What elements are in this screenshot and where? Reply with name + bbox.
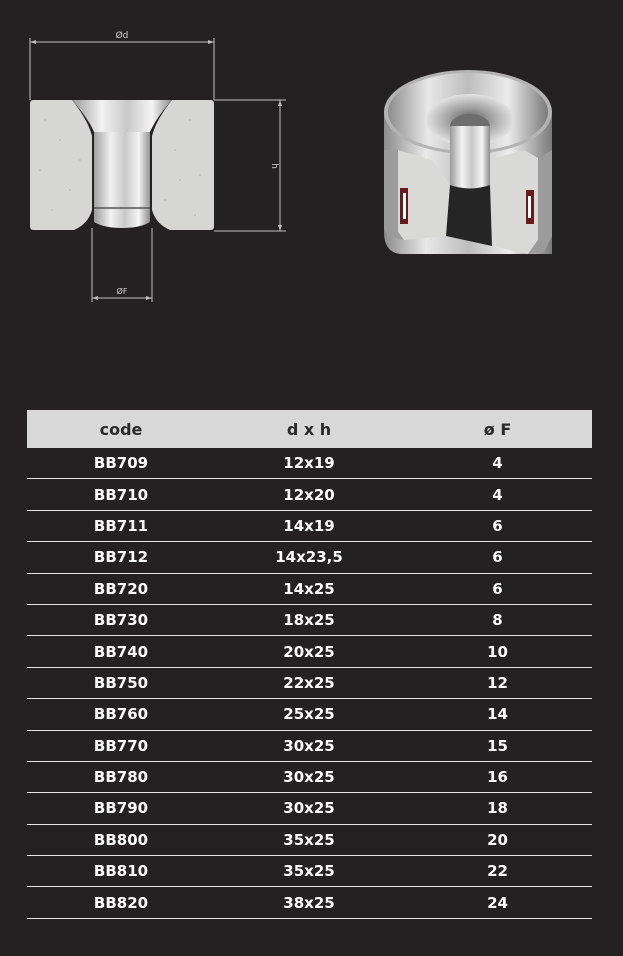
cell-code: BB770 xyxy=(93,736,149,755)
table-row xyxy=(27,511,592,542)
header-f: ø F xyxy=(483,419,512,439)
cell-f: 6 xyxy=(492,516,503,535)
cell-code: BB709 xyxy=(93,454,149,473)
table-row xyxy=(27,574,592,605)
cell-code: BB711 xyxy=(93,516,149,535)
table-row xyxy=(27,479,592,510)
label-f: ØF xyxy=(116,287,128,296)
cell-dxh: 12x20 xyxy=(283,485,335,504)
cell-code: BB780 xyxy=(93,768,149,787)
cell-code: BB720 xyxy=(93,579,149,598)
cell-f: 4 xyxy=(492,454,503,473)
cell-f: 6 xyxy=(492,548,503,567)
cell-f: 15 xyxy=(487,736,508,755)
cell-dxh: 30x25 xyxy=(283,736,335,755)
cell-code: BB810 xyxy=(93,862,149,881)
table-body xyxy=(27,448,592,919)
cell-code: BB750 xyxy=(93,673,149,692)
cell-code: BB740 xyxy=(93,642,149,661)
cell-code: BB710 xyxy=(93,485,149,504)
cell-code: BB790 xyxy=(93,799,149,818)
table-row xyxy=(27,699,592,730)
table-row xyxy=(27,542,592,573)
cell-f: 16 xyxy=(487,768,508,787)
cell-f: 4 xyxy=(492,485,503,504)
cell-f: 14 xyxy=(487,705,508,724)
cell-code: BB712 xyxy=(93,548,149,567)
table-row xyxy=(27,762,592,793)
table-row xyxy=(27,605,592,636)
table-row xyxy=(27,731,592,762)
cell-dxh: 14x25 xyxy=(283,579,335,598)
label-d: Ød xyxy=(115,31,129,41)
cell-dxh: 14x23,5 xyxy=(275,548,343,567)
cell-f: 6 xyxy=(492,579,503,598)
cell-dxh: 30x25 xyxy=(283,799,335,818)
cell-dxh: 30x25 xyxy=(283,768,335,787)
table-row xyxy=(27,668,592,699)
cell-f: 20 xyxy=(487,830,508,849)
cell-dxh: 35x25 xyxy=(283,862,335,881)
header-code: code xyxy=(99,419,143,439)
technical-drawing xyxy=(0,0,623,330)
cell-dxh: 35x25 xyxy=(283,830,335,849)
cell-f: 22 xyxy=(487,862,508,881)
cell-f: 10 xyxy=(487,642,508,661)
table-row xyxy=(27,856,592,887)
cell-code: BB800 xyxy=(93,830,149,849)
cell-dxh: 12x19 xyxy=(283,454,335,473)
table-row xyxy=(27,825,592,856)
cutaway-3d-view xyxy=(384,70,552,254)
cell-dxh: 38x25 xyxy=(283,893,335,912)
cell-code: BB820 xyxy=(93,893,149,912)
table-row xyxy=(27,887,592,918)
section-view xyxy=(30,30,286,302)
cell-f: 18 xyxy=(487,799,508,818)
header-dxh: d x h xyxy=(286,419,332,439)
cell-dxh: 25x25 xyxy=(283,705,335,724)
cell-f: 12 xyxy=(487,673,508,692)
cell-dxh: 14x19 xyxy=(283,516,335,535)
cell-code: BB730 xyxy=(93,611,149,630)
table-row xyxy=(27,636,592,667)
table-row xyxy=(27,448,592,479)
cell-f: 8 xyxy=(492,611,503,630)
label-h: h xyxy=(269,163,279,169)
table-row xyxy=(27,793,592,824)
cell-dxh: 20x25 xyxy=(283,642,335,661)
cell-dxh: 22x25 xyxy=(283,673,335,692)
table-header xyxy=(27,410,592,448)
cell-dxh: 18x25 xyxy=(283,611,335,630)
cell-code: BB760 xyxy=(93,705,149,724)
specifications-table xyxy=(27,410,592,919)
cell-f: 24 xyxy=(487,893,508,912)
